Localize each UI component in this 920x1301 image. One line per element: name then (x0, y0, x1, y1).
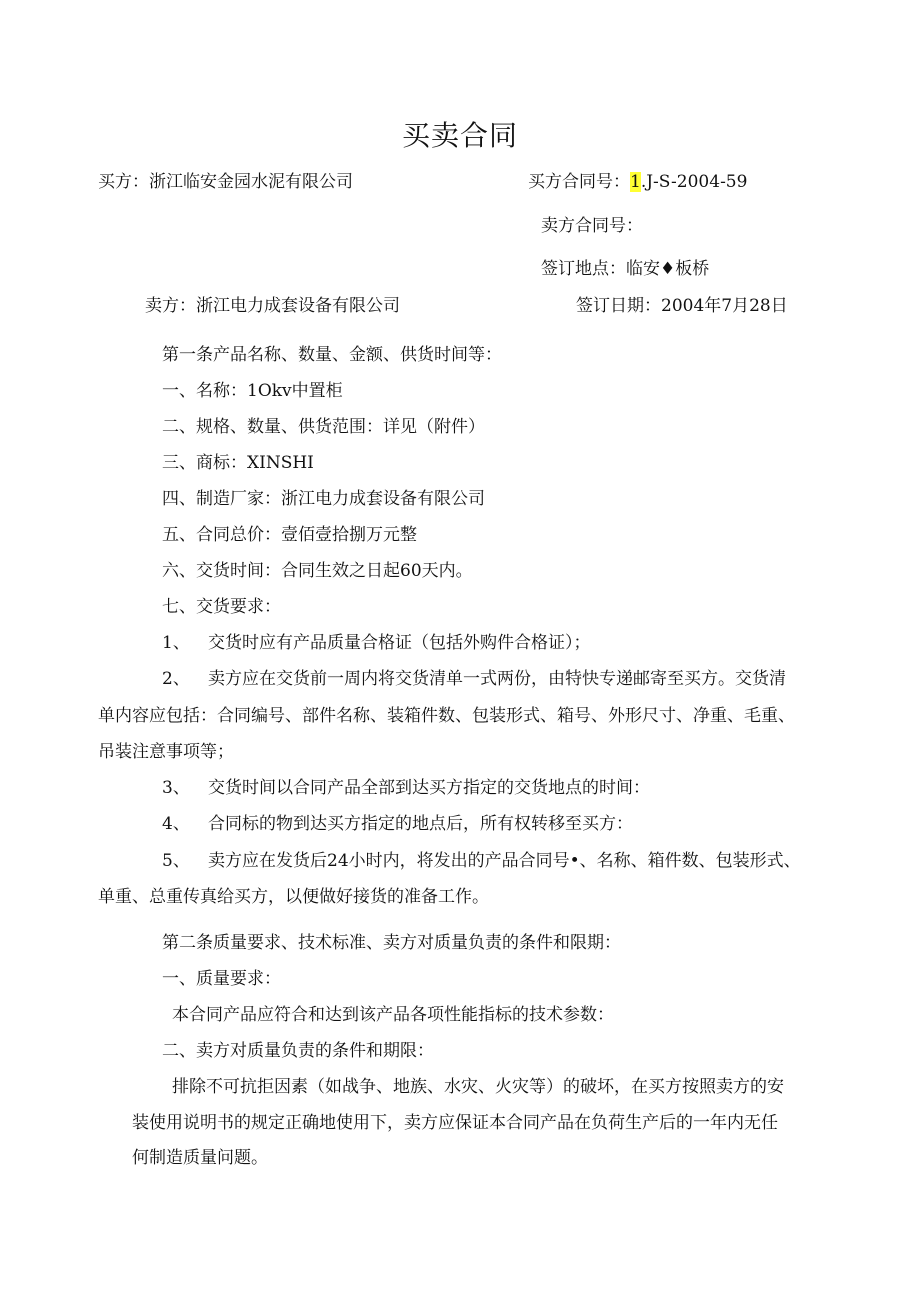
requirement-4 (162, 814, 633, 834)
requirement-2 (162, 669, 786, 689)
article2-sub2-line2: 装使用说明书的规定正确地使用下，卖方应保证本合同产品在负荷生产后的一年内无任 (132, 1113, 778, 1133)
article2-heading: 第二条质量要求、技术标准、卖方对质量负责的条件和限期： (162, 933, 621, 953)
article2-sub1: 一、质量要求： (162, 969, 281, 989)
article1-item: 七、交货要求： (162, 597, 281, 617)
article1-item: 六、交货时间：合同生效之日起60天内。 (162, 561, 473, 581)
seller-contract-number: 卖方合同号： (541, 216, 643, 236)
signing-place: 签订地点：临安♦板桥 (541, 259, 710, 279)
article1-item: 三、商标：XINSHI (162, 453, 314, 473)
buyer-contract-number (528, 172, 747, 192)
signing-date: 签订日期：2004年7月28日 (576, 296, 788, 316)
requirement-2-line2: 单内容应包括：合同编号、部件名称、装箱件数、包装形式、箱号、外形尺寸、净重、毛重、 (98, 706, 795, 726)
requirement-text: 交货时间以合同产品全部到达买方指定的交货地点的时间： (208, 778, 650, 798)
article2-sub2-line1: 排除不可抗拒因素（如战争、地族、水灾、火灾等）的破坏，在买方按照卖方的安 (172, 1077, 784, 1097)
requirement-text: 卖方应在发货后24小时内，将发出的产品合同号•、名称、箱件数、包装形式、 (208, 851, 801, 871)
article2-sub2-line3: 何制造质量问题。 (132, 1148, 268, 1168)
requirement-2-line3: 吊装注意事项等； (98, 742, 234, 762)
article1-heading: 第一条产品名称、数量、金额、供货时间等： (162, 345, 502, 365)
requirement-number: 3、 (162, 778, 190, 798)
buyer-contract-value: .J-S-2004-59 (640, 172, 748, 192)
seller-line: 卖方：浙江电力成套设备有限公司 (145, 296, 400, 316)
requirement-1 (162, 633, 591, 653)
requirement-5-line2: 单重、总重传真给买方，以便做好接货的准备工作。 (98, 887, 489, 907)
requirement-number: 5、 (162, 851, 190, 871)
highlighted-digit: 1 (630, 172, 641, 192)
buyer-line: 买方：浙江临安金园水泥有限公司 (98, 172, 353, 192)
article1-item: 四、制造厂家：浙江电力成套设备有限公司 (162, 489, 485, 509)
article2-sub1-text: 本合同产品应符合和达到该产品各项性能指标的技术参数： (172, 1005, 614, 1025)
requirement-number: 2、 (162, 669, 190, 689)
requirement-number: 4、 (162, 814, 190, 834)
buyer-contract-label: 买方合同号： (528, 172, 630, 192)
requirement-text: 交货时应有产品质量合格证（包括外购件合格证）； (208, 633, 591, 653)
requirement-3 (162, 778, 650, 798)
article1-item: 二、规格、数量、供货范围：详见（附件） (162, 417, 485, 437)
article2-sub2: 二、卖方对质量负责的条件和期限： (162, 1041, 434, 1061)
requirement-text: 卖方应在交货前一周内将交货清单一式两份，由特快专递邮寄至买方。交货清 (208, 669, 786, 689)
article1-item: 五、合同总价：壹佰壹拾捌万元整 (162, 525, 417, 545)
document-title: 买卖合同 (401, 119, 518, 152)
article1-item: 一、名称：1Okv中置柜 (162, 381, 343, 401)
requirement-5 (162, 851, 801, 871)
requirement-text: 合同标的物到达买方指定的地点后，所有权转移至买方： (208, 814, 633, 834)
requirement-number: 1、 (162, 633, 190, 653)
